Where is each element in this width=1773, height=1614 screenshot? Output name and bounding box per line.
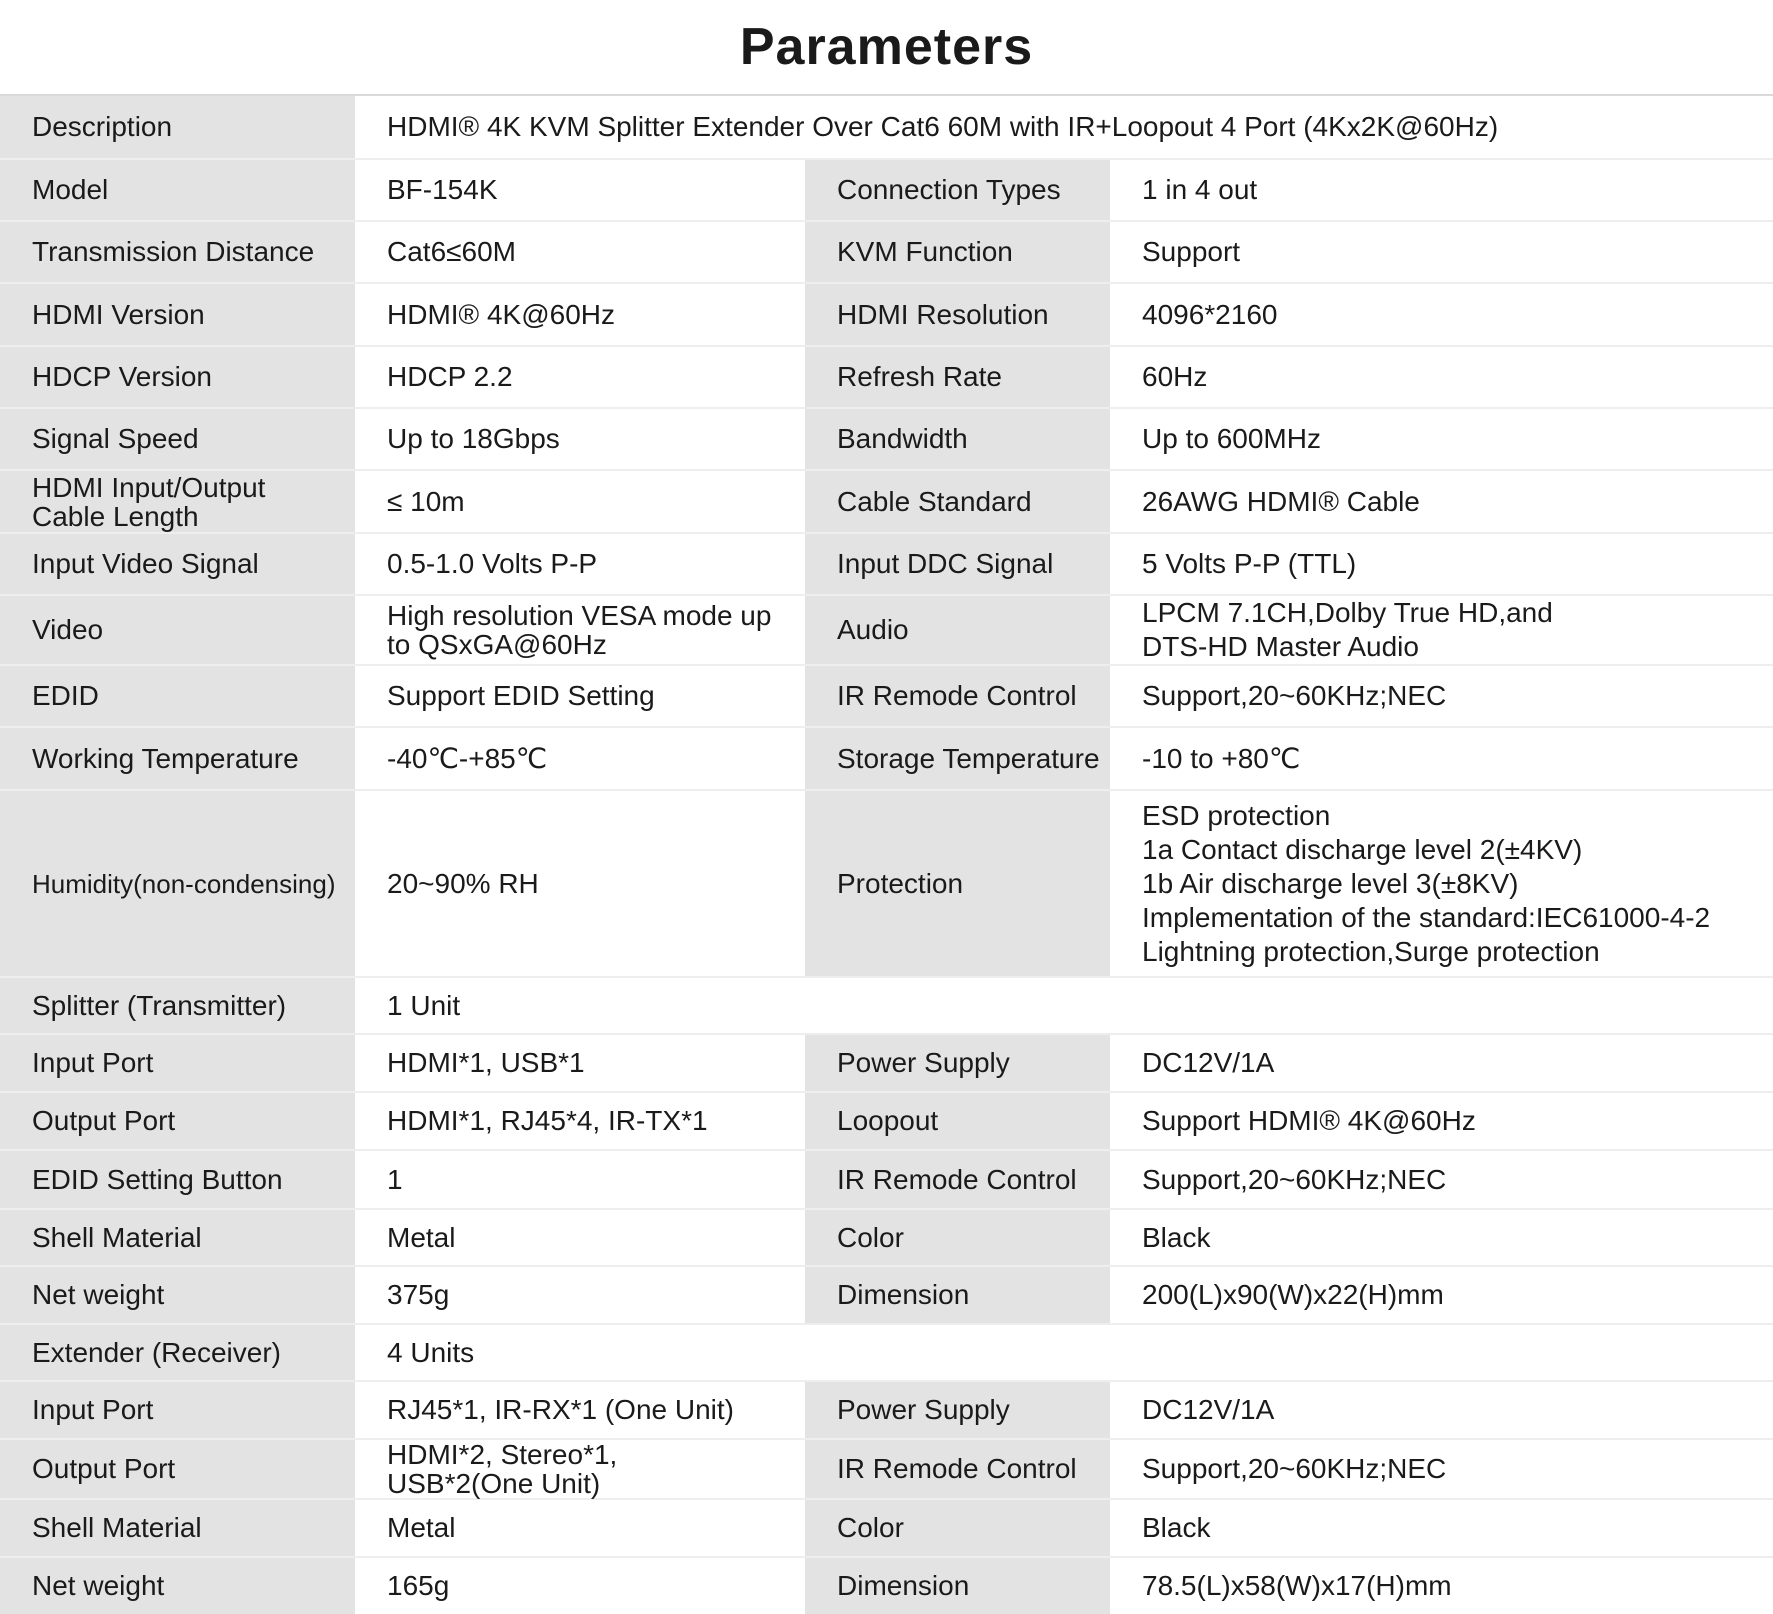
param-value: IR Remode Control <box>805 1150 1110 1209</box>
param-value: HDMI Resolution <box>805 283 1110 346</box>
param-value: Power Supply <box>805 1034 1110 1092</box>
param-value: DC12V/1A <box>1110 1381 1773 1439</box>
param-value: HDMI*1, USB*1 <box>355 1034 805 1092</box>
param-value: 1 <box>355 1150 805 1209</box>
param-value: HDCP Version <box>0 346 355 408</box>
param-value: Connection Types <box>805 159 1110 221</box>
parameters-table <box>0 96 1773 1614</box>
param-value: 165g <box>355 1557 805 1614</box>
param-value: ESD protection 1a Contact discharge level 2(±4KV) 1b Air discharge level 3(±8KV) Implementation of the standard:IEC61000-4-2 Lightning protection,Surge protection <box>1110 790 1773 977</box>
param-value: Support,20~60KHz;NEC <box>1110 665 1773 727</box>
table-row <box>0 221 1773 283</box>
param-value: HDCP 2.2 <box>355 346 805 408</box>
table-row <box>0 533 1773 595</box>
param-value: Color <box>805 1499 1110 1557</box>
table-row <box>0 977 1773 1034</box>
param-value: EDID <box>0 665 355 727</box>
param-value: RJ45*1, IR-RX*1 (One Unit) <box>355 1381 805 1439</box>
param-value: 78.5(L)x58(W)x17(H)mm <box>1110 1557 1773 1614</box>
param-value: HDMI*2, Stereo*1, USB*2(One Unit) <box>355 1439 805 1499</box>
param-value: Extender (Receiver) <box>0 1324 355 1381</box>
param-value: Output Port <box>0 1439 355 1499</box>
param-value: Black <box>1110 1209 1773 1266</box>
param-value: 200(L)x90(W)x22(H)mm <box>1110 1266 1773 1324</box>
param-value: HDMI® 4K@60Hz <box>355 283 805 346</box>
param-value: Input Port <box>0 1381 355 1439</box>
param-value: Bandwidth <box>805 408 1110 470</box>
param-value: 375g <box>355 1266 805 1324</box>
param-value: 4096*2160 <box>1110 283 1773 346</box>
param-value: DC12V/1A <box>1110 1034 1773 1092</box>
table-row <box>0 408 1773 470</box>
param-value: 5 Volts P-P (TTL) <box>1110 533 1773 595</box>
param-value: Support <box>1110 221 1773 283</box>
param-value: 4 Units <box>355 1324 1773 1381</box>
table-row <box>0 1209 1773 1266</box>
table-row <box>0 470 1773 533</box>
param-value: -10 to +80℃ <box>1110 727 1773 790</box>
param-value: Refresh Rate <box>805 346 1110 408</box>
param-value: Input Video Signal <box>0 533 355 595</box>
table-row <box>0 283 1773 346</box>
param-value: Power Supply <box>805 1381 1110 1439</box>
param-value: HDMI® 4K KVM Splitter Extender Over Cat6 60M with IR+Loopout 4 Port (4Kx2K@60Hz) <box>355 96 1773 159</box>
param-value: HDMI Version <box>0 283 355 346</box>
param-value: Support HDMI® 4K@60Hz <box>1110 1092 1773 1150</box>
param-value: EDID Setting Button <box>0 1150 355 1209</box>
param-value: Shell Material <box>0 1499 355 1557</box>
param-value: Dimension <box>805 1266 1110 1324</box>
param-value: Support EDID Setting <box>355 665 805 727</box>
param-value: Up to 18Gbps <box>355 408 805 470</box>
param-value: Support,20~60KHz;NEC <box>1110 1439 1773 1499</box>
param-value: Support,20~60KHz;NEC <box>1110 1150 1773 1209</box>
table-row <box>0 727 1773 790</box>
param-value: Splitter (Transmitter) <box>0 977 355 1034</box>
table-row <box>0 595 1773 665</box>
param-value: HDMI*1, RJ45*4, IR-TX*1 <box>355 1092 805 1150</box>
param-value: Input DDC Signal <box>805 533 1110 595</box>
param-value: 1 in 4 out <box>1110 159 1773 221</box>
table-row <box>0 1381 1773 1439</box>
table-row <box>0 1557 1773 1614</box>
param-value: Dimension <box>805 1557 1110 1614</box>
param-value: BF-154K <box>355 159 805 221</box>
table-row <box>0 1092 1773 1150</box>
param-value: Description <box>0 96 355 159</box>
param-value: LPCM 7.1CH,Dolby True HD,and DTS-HD Master Audio <box>1110 595 1773 665</box>
param-value: 60Hz <box>1110 346 1773 408</box>
param-value: ≤ 10m <box>355 470 805 533</box>
table-row <box>0 790 1773 977</box>
table-row <box>0 1324 1773 1381</box>
table-row <box>0 1034 1773 1092</box>
param-value: Metal <box>355 1499 805 1557</box>
param-value: Audio <box>805 595 1110 665</box>
param-value: Model <box>0 159 355 221</box>
param-value: Signal Speed <box>0 408 355 470</box>
table-row <box>0 346 1773 408</box>
table-row <box>0 1150 1773 1209</box>
param-value: Video <box>0 595 355 665</box>
param-value: Metal <box>355 1209 805 1266</box>
param-value: Net weight <box>0 1557 355 1614</box>
table-row <box>0 1499 1773 1557</box>
param-value: Loopout <box>805 1092 1110 1150</box>
param-value: Cable Standard <box>805 470 1110 533</box>
table-row <box>0 1439 1773 1499</box>
param-value: 20~90% RH <box>355 790 805 977</box>
param-value: High resolution VESA mode up to QSxGA@60Hz <box>355 595 805 665</box>
param-value: IR Remode Control <box>805 1439 1110 1499</box>
param-value: Storage Temperature <box>805 727 1110 790</box>
param-value: IR Remode Control <box>805 665 1110 727</box>
param-value: HDMI Input/Output Cable Length <box>0 470 355 533</box>
param-value: Input Port <box>0 1034 355 1092</box>
param-value: 26AWG HDMI® Cable <box>1110 470 1773 533</box>
param-value: Output Port <box>0 1092 355 1150</box>
param-value: Humidity(non-condensing) <box>0 790 355 977</box>
param-value: Protection <box>805 790 1110 977</box>
table-row <box>0 1266 1773 1324</box>
param-value: Cat6≤60M <box>355 221 805 283</box>
table-row <box>0 96 1773 159</box>
param-value: Transmission Distance <box>0 221 355 283</box>
param-value: 0.5-1.0 Volts P-P <box>355 533 805 595</box>
param-value: 1 Unit <box>355 977 1773 1034</box>
param-value: Black <box>1110 1499 1773 1557</box>
param-value: Shell Material <box>0 1209 355 1266</box>
table-row <box>0 159 1773 221</box>
param-value: KVM Function <box>805 221 1110 283</box>
param-value: Color <box>805 1209 1110 1266</box>
param-value: Working Temperature <box>0 727 355 790</box>
table-row <box>0 665 1773 727</box>
param-value: Up to 600MHz <box>1110 408 1773 470</box>
param-value: Net weight <box>0 1266 355 1324</box>
param-value: -40℃-+85℃ <box>355 727 805 790</box>
page-title: Parameters <box>739 18 1034 76</box>
